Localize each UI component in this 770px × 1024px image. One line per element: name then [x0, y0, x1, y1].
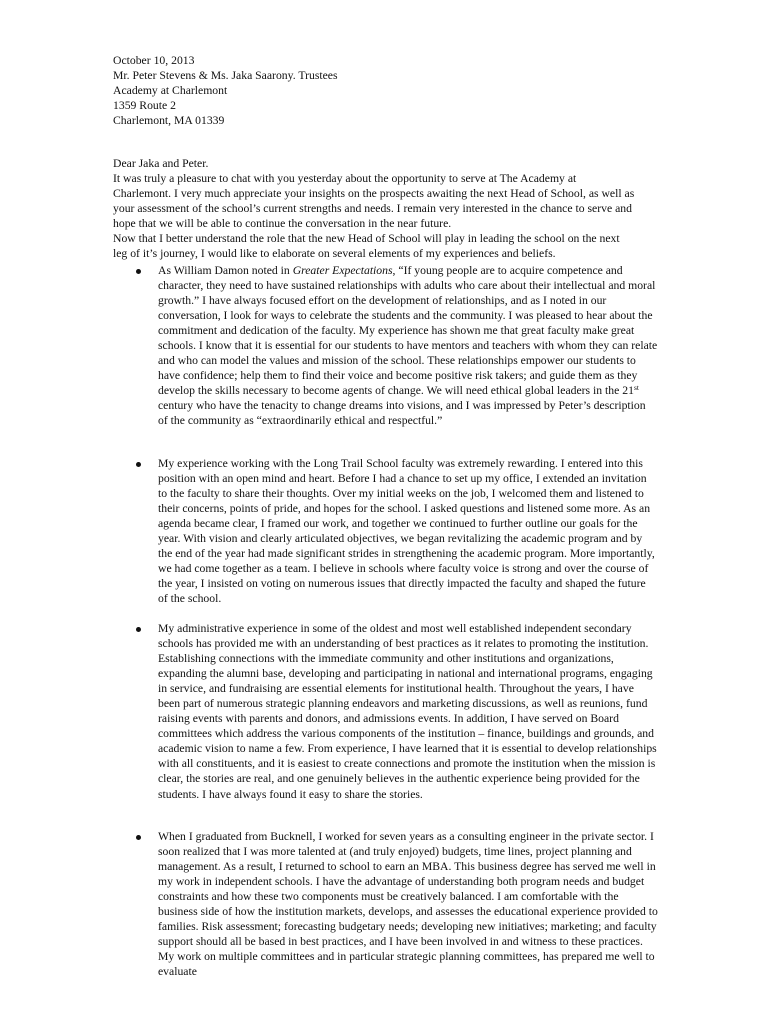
- bullet-text-lead: As William Damon noted in: [158, 264, 293, 277]
- ordinal-suffix: st: [633, 383, 639, 393]
- context-paragraph: Now that I better understand the role that the new Head of School will play in leading the school on the next leg of it’s journey, I would like to elaborate on several elements of my experiences and beliefs.: [113, 232, 620, 261]
- bullet-text: My experience working with the Long Trail School faculty was extremely rewarding. I entered into this position with an open mind and heart. Before I had a chance to set up my office, I extended an invitation to the faculty to share their thoughts. Over my initial weeks on the job, I welcomed them and listened to their concerns, points of pride, and hopes for the school. I asked questions and listened some more. As an agenda became clear, I framed our work, and together we continued to further outline our goals for the year. With vision and clearly articulated objectives, we began revitalizing the academic program and by the end of the year had made significant strides in strengthening the academic program. More importantly, we had come together as a team. I believe in schools where faculty voice is strong and over the course of the year, I insisted on voting on numerous issues that directly impacted the faculty and shaped the future of the school.: [158, 457, 655, 606]
- recipient-organization: Academy at Charlemont: [113, 84, 228, 98]
- recipient-city: Charlemont, MA 01339: [113, 114, 225, 128]
- bullet-icon: [136, 269, 141, 274]
- bullet-text: When I graduated from Bucknell, I worked for seven years as a consulting engineer in the private sector. I soon realized that I was more talented at (and truly enjoyed) budgets, time lines, project planning and management. As a result, I returned to school to earn an MBA. This business degree has served me well in my work in independent schools. I have the advantage of understanding both program needs and budget constraints and how these two components must be creatively balanced. I am comfortable with the business side of how the institution markets, develops, and assesses the educational experience provided to families. Risk assessment; forecasting budgetary needs; developing new initiatives; marketing; and faculty support should all be based in best practices, and I have been involved in and witness to these practices. My work on multiple committees and in particular strategic planning committees, has prepared me well to evaluate: [158, 830, 658, 979]
- intro-paragraph: It was truly a pleasure to chat with you yesterday about the opportunity to serve at The Academy at Charlemont. I very much appreciate your insights on the prospects awaiting the next Head of School, as well as your assessment of the school’s current strengths and needs. I remain very interested in the chance to serve and hope that we will be able to continue the conversation in the near future.: [113, 172, 635, 231]
- letter-date: October 10, 2013: [113, 54, 195, 67]
- bullet-text-body: , “If young people are to acquire competence and character, they need to have sustained relationships with adults who care about their intellectual and moral growth.” I have always focused effort on the development of relationships, and as I noted in our conversation, I look for ways to celebrate the students and the community. I was pleased to hear about the commitment and dedication of the faculty. My experience has shown me that great faculty make great schools. I know that it is essential for our students to have mentors and teachers with whom they can relate and who can model the values and mission of the school. These relationships empower our students to have confidence; help them to find their voice and become positive risk takers; and guide them as they develop the skills necessary to become agents of change. We will need ethical global leaders in the 21: [158, 264, 658, 398]
- bullet-icon: [136, 627, 141, 632]
- recipient-names: Mr. Peter Stevens & Ms. Jaka Saarony. Trustees: [113, 69, 338, 83]
- address-block: [113, 53, 338, 128]
- salutation: Dear Jaka and Peter.: [113, 157, 209, 170]
- book-title: Greater Expectations: [292, 264, 393, 277]
- bullet-icon: [136, 835, 141, 840]
- bullet-text: [158, 263, 658, 429]
- letter-intro: [113, 156, 635, 261]
- bullet-text: My administrative experience in some of the oldest and most well established independent secondary schools has provided me with an understanding of best practices as it relates to promoting the institution. Establishing connections with the immediate community and other institutions and organizations, expanding the alumni base, developing and participating in national and international programs, engaging in service, and fundraising are essential elements for institutional health. Throughout the years, I have been part of numerous strategic planning endeavors and marketing discussions, as well as reunions, fund raising events with parents and donors, and admissions events. In addition, I have served on Board committees which address the various components of the institution – finance, buildings and grounds, and academic vision to name a few. From experience, I have learned that it is essential to develop relationships with all constituents, and it is easiest to create connections and promote the institution when the mission is clear, the stories are real, and one genuinely believes in the authentic experience being provided for the students. I have always found it easy to share the stories.: [158, 622, 657, 801]
- recipient-street: 1359 Route 2: [113, 99, 176, 113]
- bullet-text-tail: century who have the tenacity to change dreams into visions, and I was impressed by Peter’s description of the community as “extraordinarily ethical and respectful.”: [158, 399, 646, 428]
- bullet-icon: [136, 462, 141, 467]
